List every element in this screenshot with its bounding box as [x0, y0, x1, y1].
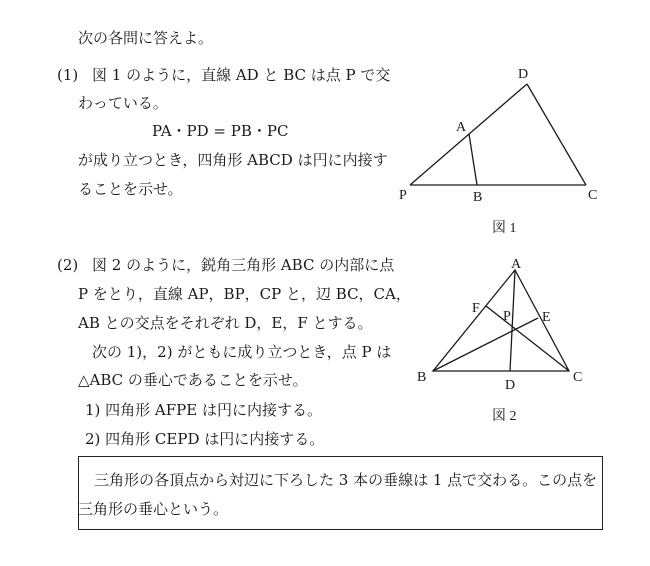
question-1-line-2: わっている。	[78, 94, 168, 112]
segment-ab	[469, 134, 477, 185]
question-1-line-3: が成り立つとき，四角形 ABCD は円に内接す	[78, 151, 388, 169]
question-1-line-4: ることを示せ。	[78, 180, 183, 198]
note-box	[78, 456, 603, 530]
question-1-equation: PA・PD = PB・PC	[152, 122, 289, 140]
figure-1-caption: 図 1	[492, 221, 517, 236]
condition-2: 2) 四角形 CEPD は円に内接する。	[85, 430, 325, 448]
note-line-2: 三角形の垂心という。	[78, 500, 229, 518]
question-2-line-4: 次の 1)，2) がともに成り立つとき，点 P は	[92, 343, 392, 361]
figure-1-labels	[399, 67, 597, 236]
question-1-line-1: 図 1 のように，直線 AD と BC は点 P で交	[92, 66, 391, 84]
question-2-number: (2)	[57, 256, 79, 274]
figure-2-caption: 図 2	[492, 409, 517, 424]
figure-1	[410, 84, 586, 185]
fig1-label-c: C	[588, 188, 598, 203]
cevian-be	[433, 318, 538, 371]
fig1-label-b: B	[473, 190, 483, 205]
fig2-label-a: A	[511, 257, 522, 272]
fig1-label-a: A	[456, 120, 467, 135]
question-2-line-2: P をとり，直線 AP，BP，CP と，辺 BC，CA，	[78, 285, 411, 303]
condition-1: 1) 四角形 AFPE は円に内接する。	[85, 401, 322, 419]
fig2-label-b: B	[417, 370, 427, 385]
fig2-label-d: D	[505, 378, 516, 393]
question-1-number: (1)	[57, 66, 79, 84]
segment-dc	[527, 84, 586, 185]
note-line-1: 三角形の各頂点から対辺に下ろした 3 本の垂線は 1 点で交わる。この点を	[94, 471, 598, 489]
fig1-label-d: D	[518, 67, 529, 82]
question-2-line-3: AB との交点をそれぞれ D，E，F とする。	[78, 314, 373, 332]
figure-2-labels	[417, 257, 582, 424]
intro-text: 次の各問に答えよ。	[78, 29, 214, 47]
question-2-line-1: 図 2 のように，鋭角三角形 ABC の内部に点	[92, 256, 395, 274]
fig2-label-e: E	[542, 310, 551, 325]
fig2-label-f: F	[472, 301, 480, 316]
fig2-label-c: C	[573, 370, 583, 385]
fig1-label-p: P	[399, 188, 407, 203]
question-2-line-5: △ABC の垂心であることを示せ。	[78, 371, 308, 389]
fig2-label-p: P	[503, 309, 511, 324]
